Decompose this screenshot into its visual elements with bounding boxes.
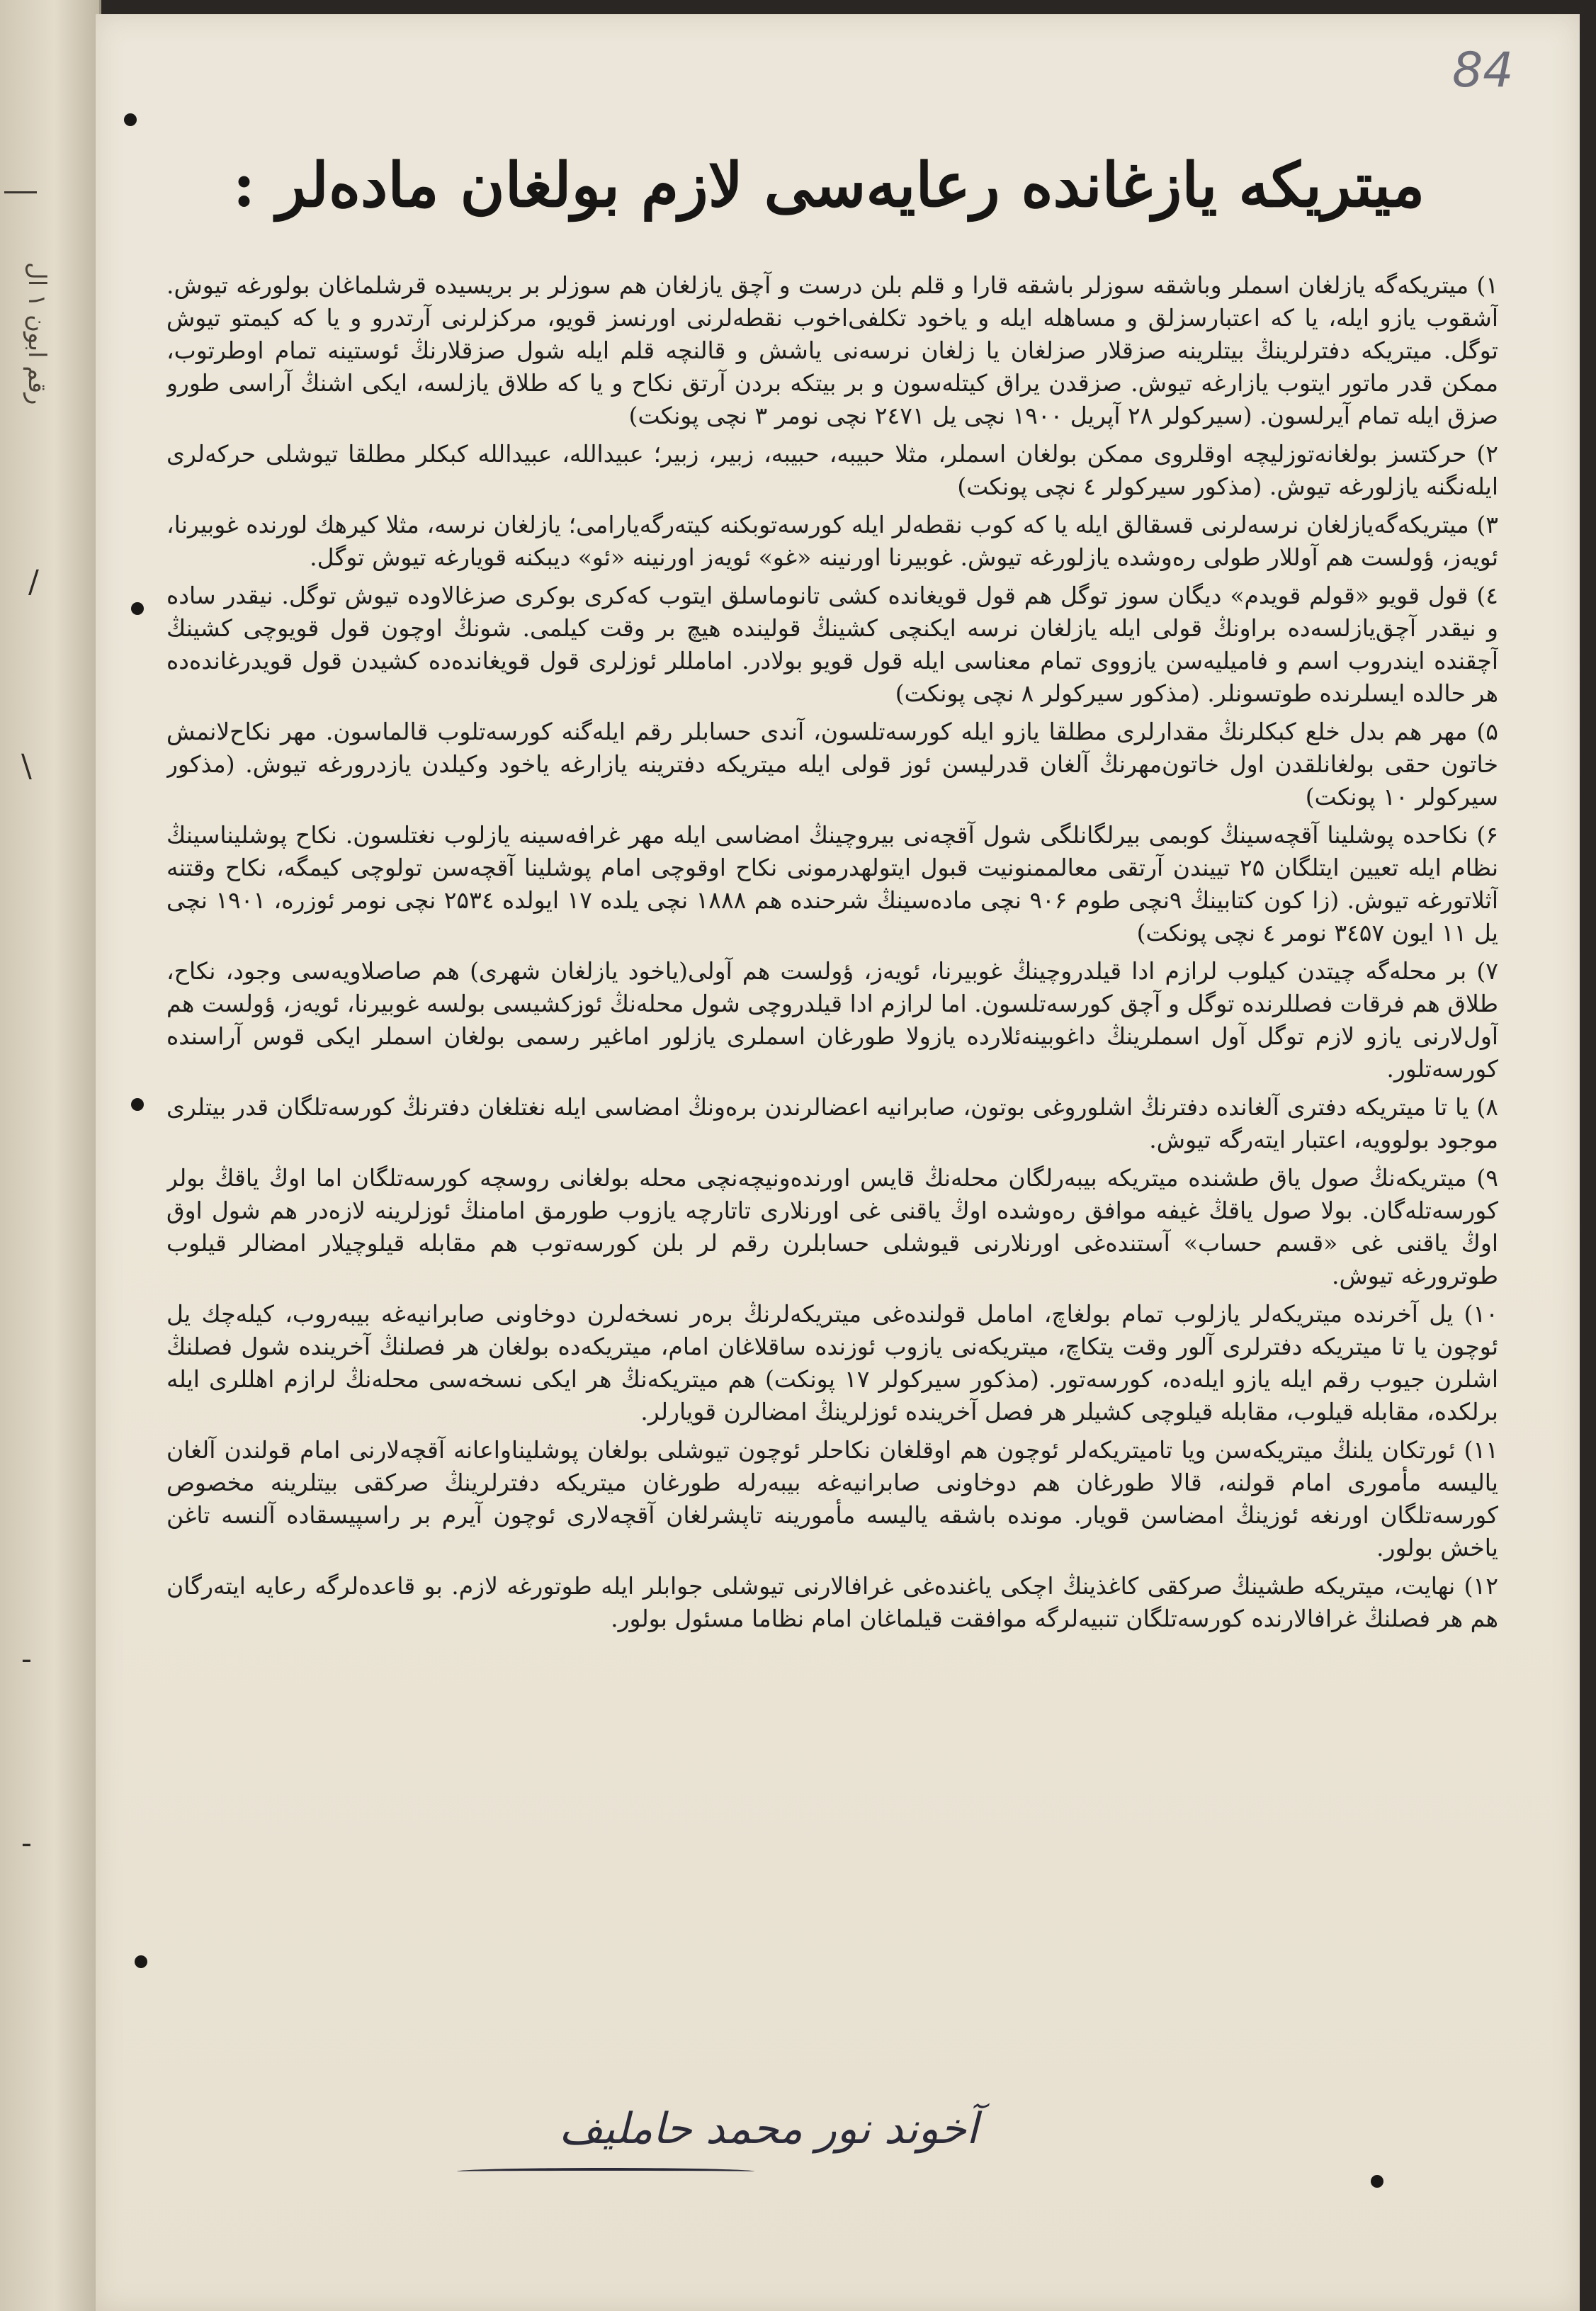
rule-paragraph-7: ۷) بر محله‌گه چیتدن کیلوب لرازم ادا قیلدروچینڭ غوبیرنا، ئویه‌ز، ؤولست هم آولی(یاخود یازلغان شهری) هم صاصلاویه‌سی وجود، نکاح، طلاق هم فرقات فصللرنده توگل و آچق کورسه‌تلسون. اما لرازم ادا قیلدروچی شول محله‌نڭ ئوزکشیسی بولسه غوبیرنا، ئویه‌ز، ؤولست هم آول‌لارنی یازو لازم توگل آول اسملرینڭ داغوبینه‌ئلارده یازولا طورغان اسملری یازلور اماغیر رسمی بولغان اسملر ایکی قوس آراسنده کورسه‌تلور.: [166, 957, 1498, 1083]
rule-paragraph-4: ٤) قول قویو «قولم قویدم» دیگان سوز توگل هم قول قویغانده کشی تانوماسلق ایتوب که‌کری بوکری صزغالاوده تیوش توگل. نیقدر ساده و نیقدر آچق‌یازلسه‌ده براونڭ قولی ایله یازلغان نرسه ایکنچی کشینڭ قولینده هیچ بر وقت کیلمی. شونڭ اوچون قول قویوچی کشینڭ آچقنده ایندروب اسم و فامیلیه‌سن یازووی تمام معناسی ایله قول قویو بولادر. امامللر ئوزلری قول قویغانده‌ده کشیدن قول قویدرغانده‌ده هر حالده ایسلرنده طوتسونلر. (مذکور سیرکولر ۸ نچی پونکت): [166, 582, 1498, 707]
rule-paragraph-11: ۱۱) ئورتکان یلنڭ میتریکه‌سن ویا تامیتریکه‌لر ئوچون هم اوقلغان نکاحلر ئوچون تیوشلی بولغان پوشلیناواعانه آقچه‌لارنی امام قولندن آلغان یالیسه مأموری امام قولنه، قالا طورغان هم دوخاونی صابرانیه‌غه بیبه‌رله طورغان میتریکه دفترلرینڭ صرکقی بیتلرینه مخصوص کورسه‌تلگان اورنغه ئوزینڭ امضاسن قویار. مونده باشقه یالیسه مأمورینه تاپشرلغان آقچه‌لاری ئوچون آیرم بر راسپیسقاده آلنسه تاغن یاخش بولور.: [166, 1436, 1498, 1561]
page-number: 84: [1452, 43, 1514, 98]
page-damage-spot: [131, 1098, 144, 1111]
signature-flourish: [457, 2168, 754, 2175]
document-body: [166, 269, 1498, 2069]
handwritten-signature: آخوند نور محمد حاملیف: [559, 2104, 978, 2154]
rule-paragraph-10: ۱۰) یل آخرنده میتریکه‌لر یازلوب تمام بولغاچ، امامل قولنده‌غی میتریکه‌لرنڭ بره‌ر نسخه‌لرن دوخاونی صابرانیه‌غه بیبه‌روب، کیله‌چك یل ئوچون یا تا میتریکه دفترلری آلور وقت یتکاچ، میتریکه‌نی یازوب ئوزنده ساقلاغان امام، میتریکه‌ده بولغان هر فصلنڭ آخرینده شول فصلنڭ اشلرن جیوب رقم ایله یازو ایله‌ده، کورسه‌تور. (مذکور سیرکولر ۱۷ پونکت) هم میتریکه‌نڭ هر ایکی نسخه‌سی محله‌نڭ لرازم اهللری ایله برلکده، مقابله قیلوب، مقابله قیلوچی کشیلر هر فصل آخرینده ئوزلرینڭ امضالرن قویارلر.: [166, 1300, 1498, 1425]
binding-rule-mark: [4, 191, 37, 193]
rule-paragraph-6: ۶) نکاحده پوشلینا آقچه‌سینڭ کوبمی بیرلگانلگی شول آقچه‌نی بیروچینڭ امضاسی ایله مهر غرافه‌سینه یازلوب نغتلسون. نکاح پوشلیناسینڭ نظام ایله تعیین ایتلگان ۲۵ تییندن آرتقی معالممنونیت قبول ایتولهدرمونی نکاح اوقوچی امام پوشلینا آقچه‌سن تولوچی کیمگه، نکاح وقتنه آثلاتورغه تیوش. (زا کون کتابینڭ ۹نچی طوم ۹۰۶ نچی ماده‌سینڭ شرحنده هم ۱۸۸۸ نچی یلده ۱۷ ایولده ۲۵۳٤ نچی نومر ئوزره، ۱۹۰۱ نچی یل ۱۱ ایون ۳٤۵۷ نومر ٤ نچی پونکت): [166, 821, 1498, 947]
rule-paragraph-2: ۲) حرکتسز بولغانه‌توزلیچه اوقلروی ممکن بولغان اسملر، مثلا حبیبه، حبیبه، زبیر، زبیر؛ عبیدالله، عبیدالله کبکلر مطلقا تیوشلی حرکه‌لری ایله‌نگنه یازلورغه تیوش. (مذکور سیرکولر ٤ نچی پونکت): [166, 440, 1498, 500]
document-title: میتریکه یازغانده رعایه‌سی لازم بولغان ماده‌لر :: [232, 149, 1425, 221]
document-page: [96, 14, 1580, 2311]
page-damage-spot: [124, 113, 137, 126]
rule-paragraph-9: ۹) میتریکه‌نڭ صول یاق طشنده میتریکه بیبه‌رلگان محله‌نڭ قایس اورنده‌ونیچه‌نچی محله بولغانی روسچه کورسه‌تلگان اما اوڭ یاقڭ بولر کورسه‌تله‌گان. بولا صول یاقڭ غیفه موافق ره‌وشده اوڭ یاقنی غی اورنلاری تاتارچه یازوب طورمق امامنڭ ئوزلرینه لازه‌در هم شول اوق اوڭ یاقنی غی «قسم حساب» آستنده‌غی اورنلارنی قیوشلی حسابلرن رقم لر بلن کورسه‌توب هم مقابله قیلوچیلار امضالر قیلوب طوترورغه تیوش.: [166, 1164, 1498, 1289]
rule-paragraph-1: ۱) میتریکه‌گه یازلغان اسملر وباشقه سوزلر باشقه قارا و قلم بلن درست و آچق یازلغان هم سوزلر بر بریسیده قرشلماغان بولورغه تیوش. آشقوب یازو ایله، یا که اعتبارسزلق و مساهله ایله و یاخود تکلفی‌اخوب نقطه‌لرنی اورنسز قویو، مرکزلرنی آرتدرو و یا که کیمتو تیوش توگل. میتریکه دفترلرینڭ بیتلرینه صزقلار صزلغان یا زلغان نرسه‌نی یاشش و قالنچه قلم ایله شول صزقلارنڭ ئوستینه تمام اوطرتوب، ممکن قدر ماتور ایتوب یازارغه تیوش. صزقدن یراق کیتله‌سون و بر بیتکه بردن آرتق نکاح و یا که طلاق یازلسه، ایکی اشنڭ آراسی طورو صزق ایله تمام آیرلسون. (سیرکولر ۲۸ آپریل ۱۹۰۰ نچی یل ۲٤۷۱ نچی نومر ۳ نچی پونکت): [166, 271, 1498, 429]
page-damage-spot: [131, 602, 144, 615]
binding-pencil-tick: -: [21, 1641, 32, 1677]
binding-pencil-tick: \: [21, 748, 32, 784]
page-damage-spot: [135, 1955, 147, 1968]
binding-vertical-label: رقم ابون ۱ ال: [23, 262, 51, 405]
rule-paragraph-8: ۸) یا تا میتریکه دفتری آلغانده دفترنڭ اشلوروغی بوتون، صابرانیه اعضالرندن بره‌ونڭ امضاسی ایله نغتلغان دفترنڭ کورسه‌تلگان قدر بیتلری موجود بولوویه، اعتبار ایته‌رگه تیوش.: [166, 1093, 1498, 1153]
page-damage-spot: [1371, 2175, 1383, 2188]
rule-paragraph-5: ۵) مهر هم بدل خلع کبکلرنڭ مقدارلری مطلقا یازو ایله کورسه‌تلسون، آندی حسابلر رقم ایله‌گنه کورسه‌تلوب قالماسون. مهر نکاح‌لانمش خاتون حقی بولغانلقدن اول خاتون‌مهرنڭ آلغان قدرلیسن ئوز قولی ایله میتریکه دفترینه یازارغه یاخود وکیلدن یازدرورغه تیوش. (مذکور سیرکولر ۱۰ پونکت): [166, 718, 1498, 810]
binding-pencil-tick: /: [28, 564, 39, 600]
book-binding-strip: [0, 0, 101, 2311]
rule-paragraph-3: ۳) میتریکه‌گه‌یازلغان نرسه‌لرنی قسقالق ایله یا که کوب نقطه‌لر ایله کورسه‌توبکنه کیته‌رگه‌یارامی؛ یازلغان نرسه، مثلا کیرهك لورنده غوبیرنا، ئویه‌ز، ؤولست هم آوللار طولی ره‌وشده یازلورغه تیوش. غوبیرنا اورنینه «غو» ئویه‌ز اورنینه «ئو» دیبکنه قویارغه تیوش توگل.: [166, 511, 1498, 571]
binding-pencil-tick: -: [21, 1825, 32, 1861]
rule-paragraph-12: ۱۲) نهایت، میتریکه طشینڭ صرکقی کاغذینڭ اچکی یاغنده‌غی غرافالارنی تیوشلی جوابلر ایله طوتورغه لازم. بو قاعده‌لرگه رعایه ایته‌رگان هم هر فصلنڭ غرافالارنده کورسه‌تلگان تنبیه‌لرگه موافقت قیلماغان امام نظاما مسئول بولور.: [166, 1572, 1498, 1632]
